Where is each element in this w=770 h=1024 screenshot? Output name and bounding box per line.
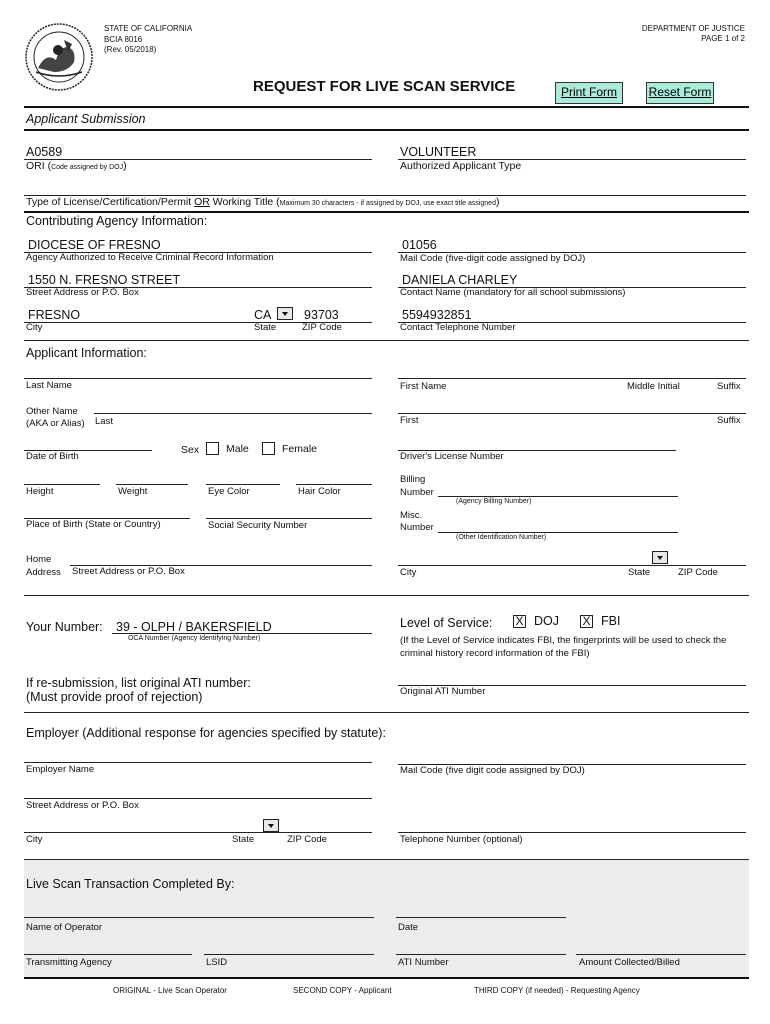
height-label: Height [26, 486, 54, 497]
suffix-label: Suffix [717, 381, 741, 392]
employer-city-line[interactable] [24, 832, 372, 833]
lsid-label: LSID [206, 957, 228, 968]
agency-name-value[interactable]: DIOCESE OF FRESNO [28, 238, 161, 252]
male-label: Male [226, 443, 249, 455]
aka-label: (AKA or Alias) [26, 418, 85, 429]
resubmission-label-2: (Must provide proof of rejection) [26, 690, 203, 704]
doj-label: DOJ [534, 614, 559, 628]
ati-number-line[interactable] [396, 954, 566, 955]
employer-phone-label: Telephone Number (optional) [400, 834, 523, 845]
agency-zip-value[interactable]: 93703 [304, 308, 339, 322]
live-scan-top-rule [24, 859, 749, 860]
live-scan-title: Live Scan Transaction Completed By: [26, 877, 235, 891]
department: DEPARTMENT OF JUSTICE [641, 24, 745, 33]
agency-street-label: Street Address or P.O. Box [26, 287, 139, 298]
footer-rule [24, 977, 749, 979]
billing-number-line[interactable] [438, 496, 678, 497]
mail-code-value[interactable]: 01056 [402, 238, 437, 252]
contact-name-value[interactable]: DANIELA CHARLEY [402, 273, 518, 287]
home-label-1: Home [26, 554, 52, 565]
employer-phone-line[interactable] [398, 832, 746, 833]
home-city-label: City [400, 567, 417, 578]
your-number-value[interactable]: 39 - OLPH / BAKERSFIELD [116, 620, 272, 634]
other-last-line[interactable] [94, 413, 372, 414]
agency-city-label: City [26, 322, 43, 333]
misc-label-2: Number [400, 522, 434, 533]
ssn-line[interactable] [206, 518, 372, 519]
form-revision: (Rev. 05/2018) [104, 45, 157, 54]
oca-label: OCA Number (Agency Identifying Number) [128, 635, 261, 642]
license-label[interactable]: Type of License/Certification/Permit OR Working Title (Maximum 30 characters - if assigned by DOJ, use exact title assigned) [26, 196, 500, 208]
contact-phone-label: Contact Telephone Number [400, 322, 516, 333]
ori-value[interactable]: A0589 [26, 145, 63, 159]
contact-phone-value[interactable]: 5594932851 [402, 308, 472, 322]
female-label: Female [282, 443, 318, 455]
employer-street-line[interactable] [24, 798, 372, 799]
level-of-service-label: Level of Service: [400, 616, 493, 630]
employer-state-dropdown[interactable] [263, 819, 279, 832]
other-first-line[interactable] [398, 413, 746, 414]
misc-note: (Other Identification Number) [456, 534, 547, 541]
hair-color-label: Hair Color [298, 486, 341, 497]
copy-second: SECOND COPY - Applicant [293, 986, 392, 995]
home-state-dropdown[interactable] [652, 551, 668, 564]
transmitting-agency-label: Transmitting Agency [26, 957, 112, 968]
agency-state-label: State [254, 322, 277, 333]
state-seal-icon [24, 22, 94, 92]
employer-state-label: State [232, 834, 255, 845]
employer-section-title: Employer (Additional response for agencies specified by statute): [26, 726, 386, 740]
misc-label-1: Misc. [400, 510, 423, 521]
agency-city-value[interactable]: FRESNO [28, 308, 81, 322]
home-state-label: State [628, 567, 651, 578]
home-label-2: Address [26, 567, 61, 578]
transmitting-agency-line[interactable] [24, 954, 192, 955]
amount-label: Amount Collected/Billed [579, 957, 680, 968]
middle-initial-label: Middle Initial [627, 381, 680, 392]
amount-line[interactable] [576, 954, 746, 955]
other-last-label: Last [95, 416, 113, 427]
agency-state-value[interactable]: CA [254, 308, 272, 322]
submission-rule [24, 129, 749, 131]
weight-label: Weight [118, 486, 148, 497]
reset-form-button[interactable]: Reset Form [646, 82, 714, 104]
doj-checkbox[interactable]: X [513, 615, 526, 628]
license-rule [24, 211, 749, 213]
state-name: STATE OF CALIFORNIA [104, 24, 193, 33]
male-checkbox[interactable] [206, 442, 219, 455]
your-number-label: Your Number: [26, 620, 103, 634]
hair-color-line[interactable] [296, 484, 372, 485]
employer-street-label: Street Address or P.O. Box [26, 800, 139, 811]
home-zip-label: ZIP Code [678, 567, 718, 578]
employer-city-label: City [26, 834, 43, 845]
billing-label-2: Number [400, 487, 434, 498]
dob-label: Date of Birth [26, 451, 79, 462]
drivers-license-label: Driver's License Number [400, 451, 504, 462]
billing-label-1: Billing [400, 474, 426, 485]
copy-third: THIRD COPY (if needed) - Requesting Agency [474, 986, 640, 995]
original-ati-label: Original ATI Number [400, 686, 486, 697]
applicant-submission-title: Applicant Submission [26, 112, 146, 126]
applicant-section-title: Applicant Information: [26, 346, 147, 360]
misc-number-line[interactable] [438, 532, 678, 533]
sex-label: Sex [181, 444, 200, 456]
employer-mail-code-label: Mail Code (five digit code assigned by DOJ) [400, 765, 585, 776]
service-rule [24, 712, 749, 713]
other-name-label: Other Name [26, 406, 78, 417]
other-first-label: First [400, 415, 419, 426]
billing-note: (Agency Billing Number) [456, 498, 532, 505]
fbi-note-2: criminal history record information of the FBI) [400, 648, 590, 659]
ssn-label: Social Security Number [208, 520, 308, 531]
weight-line[interactable] [116, 484, 188, 485]
first-name-label: First Name [400, 381, 447, 392]
date-line[interactable] [396, 917, 566, 918]
last-name-label: Last Name [26, 380, 72, 391]
employer-name-line[interactable] [24, 762, 372, 763]
agency-state-dropdown[interactable] [277, 307, 293, 320]
fbi-note-1: (If the Level of Service indicates FBI, the fingerprints will be used to check the [400, 635, 727, 646]
lsid-line[interactable] [204, 954, 374, 955]
employer-name-label: Employer Name [26, 764, 95, 775]
applicant-type-label: Authorized Applicant Type [400, 160, 522, 172]
home-city-line[interactable] [398, 565, 746, 566]
height-line[interactable] [24, 484, 100, 485]
operator-line[interactable] [24, 917, 374, 918]
page-title: REQUEST FOR LIVE SCAN SERVICE [253, 78, 516, 95]
employer-zip-label: ZIP Code [287, 834, 327, 845]
eye-color-label: Eye Color [208, 486, 250, 497]
ati-number-label: ATI Number [398, 957, 449, 968]
last-name-line[interactable] [24, 378, 372, 379]
page-number: PAGE 1 of 2 [701, 34, 745, 43]
header-rule [24, 106, 749, 108]
your-number-line [112, 633, 372, 634]
operator-label: Name of Operator [26, 922, 103, 933]
other-suffix-label: Suffix [717, 415, 741, 426]
agency-zip-label: ZIP Code [302, 322, 342, 333]
date-label: Date [398, 922, 419, 933]
contact-name-label: Contact Name (mandatory for all school submissions) [400, 287, 626, 298]
home-street-label: Street Address or P.O. Box [72, 566, 185, 577]
ori-label: ORI (Code assigned by DOJ) [26, 160, 127, 172]
eye-color-line[interactable] [206, 484, 280, 485]
agency-rule [24, 340, 749, 341]
fbi-label: FBI [601, 614, 621, 628]
applicant-rule [24, 595, 749, 596]
agency-section-title: Contributing Agency Information: [26, 214, 208, 228]
copy-original: ORIGINAL - Live Scan Operator [113, 986, 227, 995]
print-form-button[interactable]: Print Form [555, 82, 623, 104]
mail-code-label: Mail Code (five-digit code assigned by DOJ) [400, 253, 586, 264]
form-code: BCIA 8016 [104, 35, 143, 44]
agency-name-label: Agency Authorized to Receive Criminal Record Information [26, 252, 274, 263]
applicant-type-value[interactable]: VOLUNTEER [400, 145, 477, 159]
fbi-checkbox[interactable]: X [580, 615, 593, 628]
place-of-birth-label: Place of Birth (State or Country) [26, 519, 161, 530]
resubmission-label-1: If re-submission, list original ATI number: [26, 676, 251, 690]
first-name-line[interactable] [398, 378, 746, 379]
agency-street-value[interactable]: 1550 N. FRESNO STREET [28, 273, 181, 287]
female-checkbox[interactable] [262, 442, 275, 455]
